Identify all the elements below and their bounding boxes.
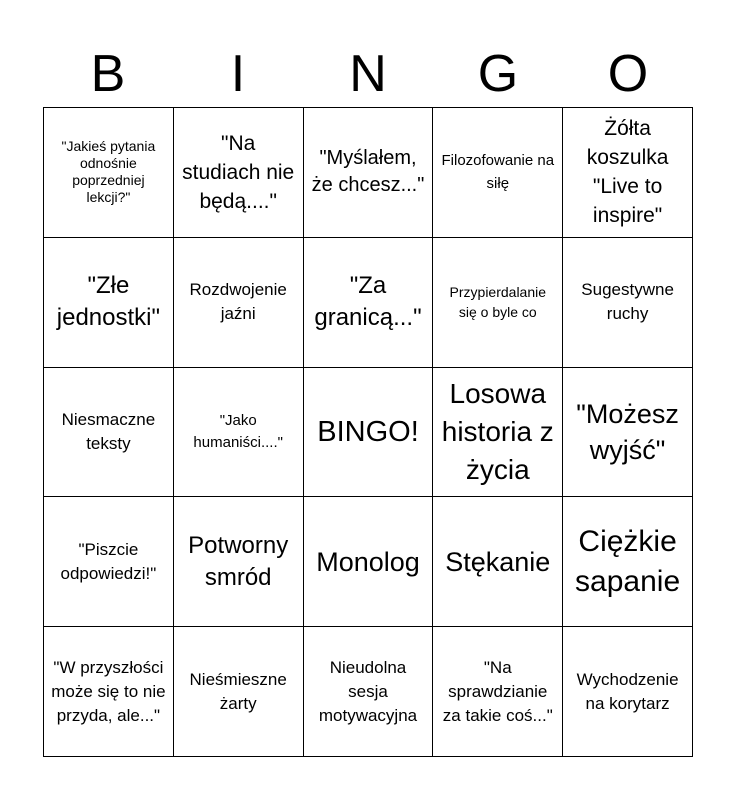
bingo-cell[interactable]	[174, 368, 304, 498]
cell-text: Sugestywne ruchy	[581, 280, 674, 324]
cell-text: Monolog	[316, 546, 420, 577]
cell-text: "Na studiach nie będą...."	[182, 131, 295, 213]
cell-text: Żółta koszulka "Live to inspire"	[586, 117, 669, 228]
bingo-board	[43, 107, 693, 757]
cell-text: "Na sprawdzianie za takie coś..."	[442, 657, 553, 725]
bingo-cell[interactable]	[174, 497, 304, 627]
bingo-cell[interactable]	[433, 627, 563, 757]
cell-text: Przypierdalanie się o byle co	[449, 284, 547, 321]
bingo-cell[interactable]	[433, 108, 563, 238]
header-letter-i: I	[230, 45, 246, 103]
bingo-header	[43, 40, 693, 108]
header-letter-o: O	[607, 45, 649, 103]
cell-text: "W przyszłości może się to nie przyda, ale..."	[51, 657, 166, 725]
cell-text: Ciężkie sapanie	[575, 524, 681, 598]
header-letter-g: G	[477, 45, 519, 103]
bingo-cell[interactable]	[44, 238, 174, 368]
cell-text: "Za granicą..."	[314, 272, 422, 332]
cell-text: Potworny smród	[188, 531, 289, 591]
bingo-cell[interactable]	[304, 238, 434, 368]
cell-text: Nieśmieszne żarty	[189, 669, 287, 713]
cell-text: Stękanie	[445, 546, 551, 577]
cell-text: "Piszcie odpowiedzi!"	[60, 539, 157, 583]
cell-text: "Możesz wyjść"	[576, 398, 679, 465]
bingo-cell[interactable]	[44, 108, 174, 238]
bingo-cell[interactable]	[304, 108, 434, 238]
bingo-cell[interactable]	[563, 627, 693, 757]
bingo-cell[interactable]	[563, 238, 693, 368]
header-letter-n: N	[349, 45, 387, 103]
bingo-cell[interactable]	[174, 108, 304, 238]
bingo-cell[interactable]	[433, 238, 563, 368]
bingo-cell[interactable]	[563, 368, 693, 498]
bingo-cell[interactable]	[304, 368, 434, 498]
cell-text: BINGO!	[317, 415, 419, 448]
header-letter-b: B	[90, 45, 126, 103]
cell-text: Rozdwojenie jaźni	[189, 280, 287, 324]
cell-text: "Jakieś pytania odnośnie poprzedniej lekcji?"	[61, 138, 156, 206]
cell-text: "Jako humaniści...."	[193, 411, 283, 451]
bingo-cell[interactable]	[44, 627, 174, 757]
cell-text: Filozofowanie na siłę	[441, 152, 555, 193]
bingo-cell[interactable]	[304, 497, 434, 627]
bingo-cell[interactable]	[44, 497, 174, 627]
bingo-cell[interactable]	[433, 497, 563, 627]
cell-text: "Myślałem, że chcesz..."	[311, 147, 425, 197]
bingo-cell[interactable]	[563, 108, 693, 238]
bingo-cell[interactable]	[304, 627, 434, 757]
cell-text: "Złe jednostki"	[56, 272, 161, 332]
bingo-cell[interactable]	[174, 238, 304, 368]
cell-text: Wychodzenie na korytarz	[576, 669, 679, 713]
bingo-cell[interactable]	[174, 627, 304, 757]
cell-text: Losowa historia z życia	[441, 377, 554, 485]
cell-text: Niesmaczne teksty	[61, 409, 156, 453]
bingo-cell[interactable]	[433, 368, 563, 498]
bingo-cell[interactable]	[44, 368, 174, 498]
cell-text: Nieudolna sesja motywacyjna	[318, 657, 418, 725]
bingo-cell[interactable]	[563, 497, 693, 627]
